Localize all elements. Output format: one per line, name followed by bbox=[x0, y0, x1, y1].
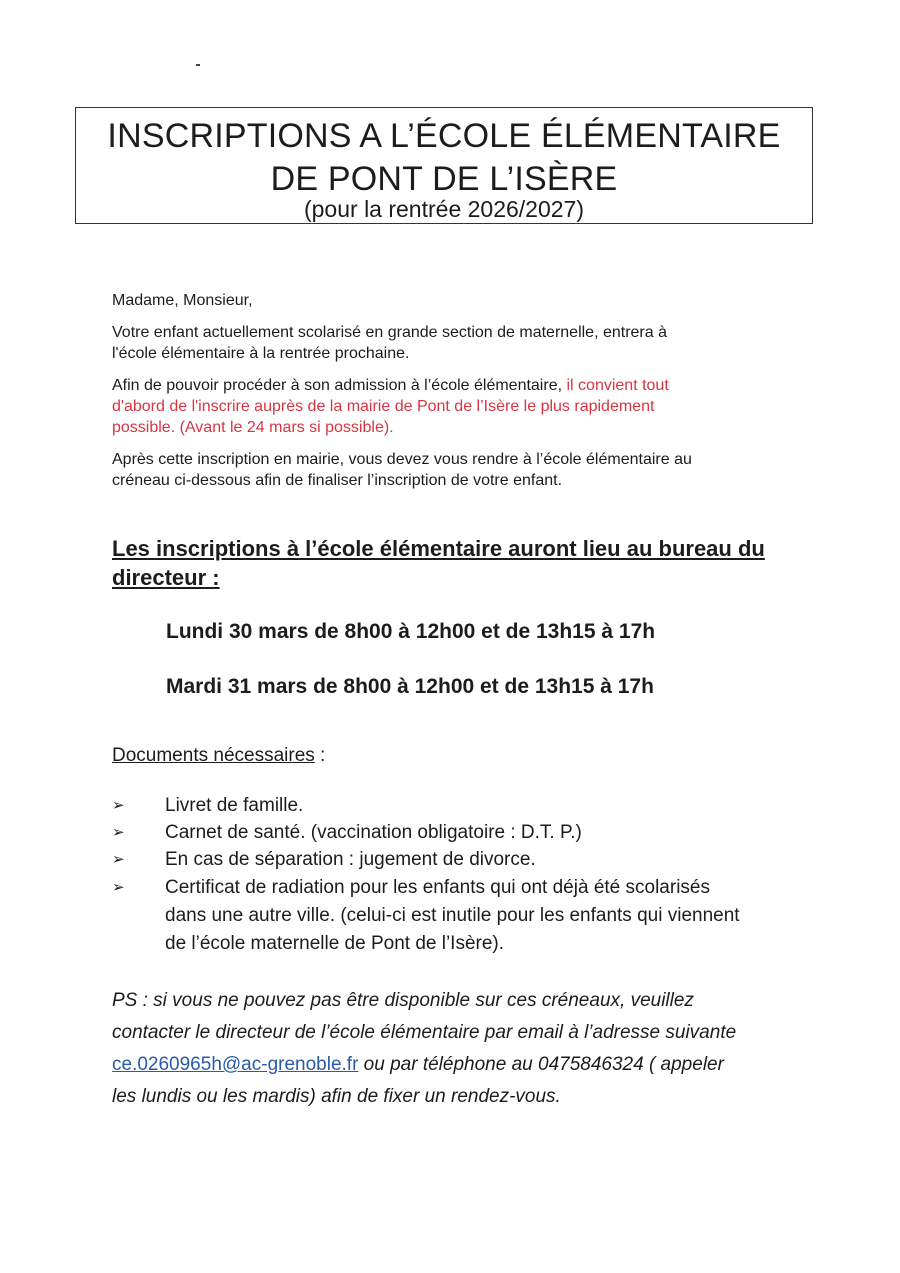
arrow-bullet-icon: ➢ bbox=[112, 824, 125, 841]
postscript-line-2: contacter le directeur de l’école élémentaire par email à l’adresse suivante bbox=[112, 1022, 737, 1043]
paragraph-1-line-1: Votre enfant actuellement scolarisé en grande section de maternelle, entrera à bbox=[112, 324, 667, 341]
title-line-2: DE PONT DE L’ISÈRE bbox=[270, 160, 618, 198]
email-link[interactable]: ce.0260965h@ac-grenoble.fr bbox=[112, 1054, 359, 1075]
paragraph-2-red-start: il convient tout bbox=[566, 377, 669, 394]
arrow-bullet-icon: ➢ bbox=[112, 879, 125, 896]
schedule-slot-monday: Lundi 30 mars de 8h00 à 12h00 et de 13h15 à 17h bbox=[166, 620, 656, 643]
list-item-text: En cas de séparation : jugement de divorce. bbox=[165, 849, 536, 870]
postscript bbox=[112, 985, 812, 1113]
arrow-bullet-icon: ➢ bbox=[112, 851, 125, 868]
paragraph-2-line-1 bbox=[112, 375, 802, 396]
paragraph-2-normal: Afin de pouvoir procéder à son admission à l’école élémentaire, bbox=[112, 377, 567, 394]
title-line-1: INSCRIPTIONS A L’ÉCOLE ÉLÉMENTAIRE bbox=[107, 117, 781, 155]
postscript-line-4: les lundis ou les mardis) afin de fixer un rendez-vous. bbox=[112, 1086, 561, 1107]
documents-heading bbox=[112, 744, 325, 768]
postscript-phone: ou par téléphone au 0475846324 ( appeler bbox=[358, 1054, 724, 1075]
documents-heading-text: Documents nécessaires bbox=[112, 745, 315, 766]
registration-heading bbox=[112, 534, 832, 592]
scan-speck bbox=[196, 64, 200, 66]
paragraph-3-line-1: Après cette inscription en mairie, vous devez vous rendre à l’école élémentaire au bbox=[112, 451, 692, 468]
title-box bbox=[75, 107, 813, 224]
registration-heading-line-2: directeur : bbox=[112, 565, 220, 590]
paragraph-3-line-2: créneau ci-dessous afin de finaliser l’inscription de votre enfant. bbox=[112, 472, 563, 489]
arrow-bullet-icon: ➢ bbox=[112, 797, 125, 814]
postscript-line-3 bbox=[112, 1049, 812, 1081]
documents-heading-colon: : bbox=[314, 745, 326, 766]
list-item-text: de l’école maternelle de Pont de l’Isère). bbox=[165, 933, 505, 954]
paragraph-2-line-3: possible. (Avant le 24 mars si possible). bbox=[112, 419, 394, 436]
greeting: Madame, Monsieur, bbox=[112, 292, 253, 309]
title-subtitle: (pour la rentrée 2026/2027) bbox=[303, 196, 585, 222]
list-item-text: Certificat de radiation pour les enfants qui ont déjà été scolarisés bbox=[165, 877, 710, 898]
schedule-slot-tuesday: Mardi 31 mars de 8h00 à 12h00 et de 13h15 à 17h bbox=[166, 675, 654, 698]
registration-heading-line-1: Les inscriptions à l’école élémentaire auront lieu au bureau du bbox=[112, 536, 765, 561]
list-item-text: Livret de famille. bbox=[165, 795, 304, 816]
paragraph-1-line-2: l'école élémentaire à la rentrée prochaine. bbox=[112, 345, 410, 362]
postscript-line-1: PS : si vous ne pouvez pas être disponible sur ces créneaux, veuillez bbox=[112, 990, 694, 1011]
list-item-text: dans une autre ville. (celui-ci est inutile pour les enfants qui viennent bbox=[165, 905, 740, 926]
list-item-text: Carnet de santé. (vaccination obligatoire : D.T. P.) bbox=[165, 822, 582, 843]
paragraph-2-line-2: d'abord de l'inscrire auprès de la mairie de Pont de l’Isère le plus rapidement bbox=[112, 398, 655, 415]
